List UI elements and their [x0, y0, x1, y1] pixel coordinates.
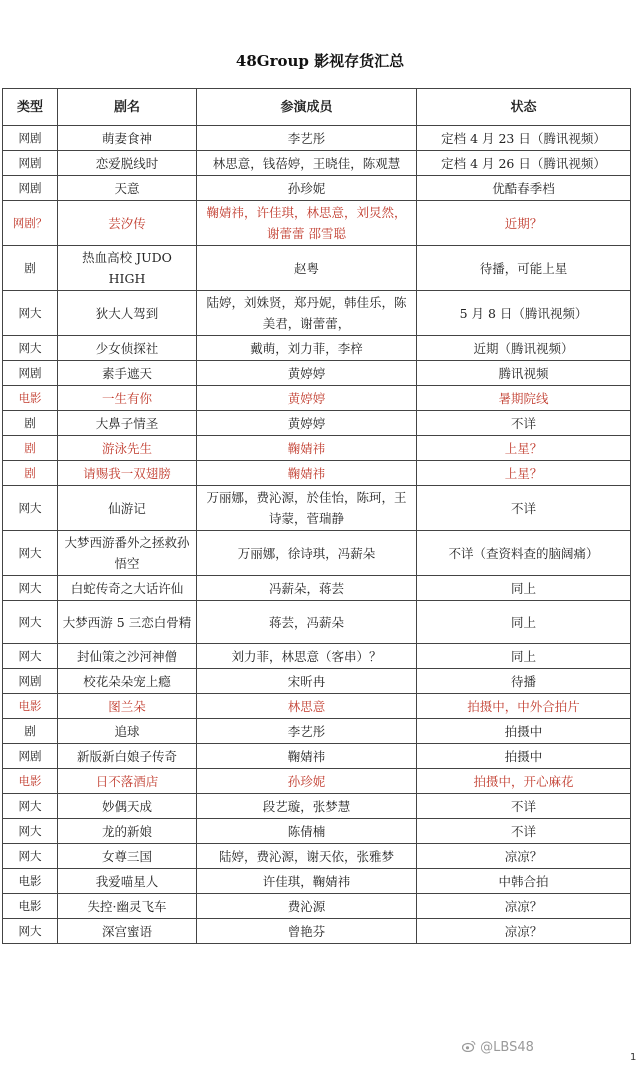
cell-members: 陆婷，刘姝贤，郑丹妮，韩佳乐，陈美君，谢蕾蕾，	[197, 291, 417, 336]
table-row	[3, 411, 631, 436]
header-name: 剧名	[58, 89, 197, 126]
table-row	[3, 336, 631, 361]
cell-members: 许佳琪，鞠婧祎	[197, 869, 417, 894]
cell-members: 鞠婧祎	[197, 461, 417, 486]
header-type: 类型	[3, 89, 58, 126]
cell-title: 素手遮天	[58, 361, 197, 386]
table-row	[3, 436, 631, 461]
cell-members: 戴萌，刘力菲，李梓	[197, 336, 417, 361]
cell-status: 5 月 8 日（腾讯视频）	[417, 291, 631, 336]
table-row	[3, 576, 631, 601]
cell-status: 同上	[417, 576, 631, 601]
cell-title: 狄大人驾到	[58, 291, 197, 336]
table-row	[3, 794, 631, 819]
cell-type: 网剧	[3, 361, 58, 386]
cell-type: 网大	[3, 531, 58, 576]
cell-type: 剧	[3, 411, 58, 436]
cell-title: 芸汐传	[58, 201, 197, 246]
table-row	[3, 201, 631, 246]
cell-members: 黄婷婷	[197, 411, 417, 436]
header-members: 参演成员	[197, 89, 417, 126]
cell-type: 网大	[3, 576, 58, 601]
cell-type: 网大	[3, 794, 58, 819]
cell-status: 不详	[417, 411, 631, 436]
cell-title: 仙游记	[58, 486, 197, 531]
table-row	[3, 644, 631, 669]
cell-members: 刘力菲，林思意（客串）？	[197, 644, 417, 669]
cell-members: 宋昕冉	[197, 669, 417, 694]
cell-status: 拍摄中，中外合拍片	[417, 694, 631, 719]
cell-type: 电影	[3, 869, 58, 894]
cell-status: 凉凉？	[417, 894, 631, 919]
cell-title: 少女侦探社	[58, 336, 197, 361]
cell-title: 大鼻子情圣	[58, 411, 197, 436]
cell-status: 拍摄中	[417, 744, 631, 769]
table-row	[3, 246, 631, 291]
cell-title: 校花朵朵宠上瘾	[58, 669, 197, 694]
cell-members: 万丽娜，徐诗琪，冯薪朵	[197, 531, 417, 576]
cell-type: 网大	[3, 819, 58, 844]
cell-members: 鞠婧祎	[197, 436, 417, 461]
cell-members: 黄婷婷	[197, 386, 417, 411]
table-row	[3, 919, 631, 944]
cell-members: 陆婷，费沁源，谢天依，张雅梦	[197, 844, 417, 869]
table-row	[3, 819, 631, 844]
weibo-icon	[462, 1040, 476, 1052]
cell-members: 林思意	[197, 694, 417, 719]
cell-members: 蒋芸，冯薪朵	[197, 601, 417, 644]
cell-members: 赵粤	[197, 246, 417, 291]
cell-title: 萌妻食神	[58, 126, 197, 151]
cell-status: 上星？	[417, 461, 631, 486]
cell-status: 待播，可能上星	[417, 246, 631, 291]
cell-members: 鞠婧祎，许佳琪，林思意，刘炅然，谢蕾蕾 邵雪聪	[197, 201, 417, 246]
cell-type: 网大	[3, 601, 58, 644]
cell-status: 中韩合拍	[417, 869, 631, 894]
cell-members: 林思意，钱蓓婷，王晓佳，陈观慧	[197, 151, 417, 176]
cell-title: 游泳先生	[58, 436, 197, 461]
table-row	[3, 769, 631, 794]
cell-members: 孙珍妮	[197, 769, 417, 794]
watermark	[462, 1040, 534, 1055]
table-row	[3, 744, 631, 769]
document-title: 48Group 影视存货汇总	[235, 52, 405, 70]
cell-status: 不详	[417, 819, 631, 844]
cell-members: 陈倩楠	[197, 819, 417, 844]
cell-type: 网大	[3, 844, 58, 869]
cell-type: 电影	[3, 386, 58, 411]
cell-title: 日不落酒店	[58, 769, 197, 794]
cell-title: 女尊三国	[58, 844, 197, 869]
table-row	[3, 894, 631, 919]
cell-members: 冯薪朵，蒋芸	[197, 576, 417, 601]
table-row	[3, 176, 631, 201]
cell-status: 凉凉？	[417, 919, 631, 944]
cell-title: 大梦西游番外之拯救孙悟空	[58, 531, 197, 576]
watermark-text: @LBS48	[480, 1040, 534, 1055]
cell-title: 图兰朵	[58, 694, 197, 719]
cell-status: 定档 4 月 26 日（腾讯视频）	[417, 151, 631, 176]
cell-title: 请赐我一双翅膀	[58, 461, 197, 486]
table-row	[3, 291, 631, 336]
cell-title: 封仙策之沙河神僧	[58, 644, 197, 669]
cell-status: 凉凉？	[417, 844, 631, 869]
cell-type: 网剧	[3, 669, 58, 694]
cell-title: 我爱喵星人	[58, 869, 197, 894]
cell-title: 大梦西游 5 三恋白骨精	[58, 601, 197, 644]
cell-type: 网大	[3, 919, 58, 944]
cell-members: 费沁源	[197, 894, 417, 919]
table-row	[3, 669, 631, 694]
cell-status: 近期（腾讯视频）	[417, 336, 631, 361]
inventory-table	[2, 88, 631, 944]
cell-members: 鞠婧祎	[197, 744, 417, 769]
table-body	[3, 126, 631, 944]
header-status: 状态	[417, 89, 631, 126]
table-row	[3, 601, 631, 644]
cell-type: 剧	[3, 719, 58, 744]
cell-status: 上星？	[417, 436, 631, 461]
cell-title: 龙的新娘	[58, 819, 197, 844]
cell-type: 网剧	[3, 151, 58, 176]
table-row	[3, 126, 631, 151]
cell-status: 近期？	[417, 201, 631, 246]
table-row	[3, 151, 631, 176]
cell-type: 剧	[3, 461, 58, 486]
table-row	[3, 386, 631, 411]
cell-type: 网剧？	[3, 201, 58, 246]
table-row	[3, 844, 631, 869]
cell-status: 拍摄中，开心麻花	[417, 769, 631, 794]
page-number: 1	[630, 1052, 637, 1063]
cell-status: 优酷春季档	[417, 176, 631, 201]
cell-type: 网剧	[3, 176, 58, 201]
cell-type: 电影	[3, 694, 58, 719]
cell-status: 定档 4 月 23 日（腾讯视频）	[417, 126, 631, 151]
cell-members: 黄婷婷	[197, 361, 417, 386]
table-row	[3, 869, 631, 894]
cell-type: 网剧	[3, 744, 58, 769]
table-row	[3, 486, 631, 531]
cell-title: 热血高校 JUDO HIGH	[58, 246, 197, 291]
table-row	[3, 719, 631, 744]
cell-title: 天意	[58, 176, 197, 201]
cell-type: 剧	[3, 436, 58, 461]
cell-members: 孙珍妮	[197, 176, 417, 201]
cell-title: 一生有你	[58, 386, 197, 411]
cell-status: 拍摄中	[417, 719, 631, 744]
cell-status: 同上	[417, 601, 631, 644]
cell-type: 剧	[3, 246, 58, 291]
cell-title: 妙偶天成	[58, 794, 197, 819]
cell-members: 李艺彤	[197, 719, 417, 744]
cell-status: 不详	[417, 794, 631, 819]
table-row	[3, 694, 631, 719]
cell-type: 网剧	[3, 126, 58, 151]
cell-status: 暑期院线	[417, 386, 631, 411]
cell-type: 网大	[3, 486, 58, 531]
cell-status: 同上	[417, 644, 631, 669]
cell-members: 曾艳芬	[197, 919, 417, 944]
table-row	[3, 361, 631, 386]
cell-type: 网大	[3, 336, 58, 361]
cell-members: 李艺彤	[197, 126, 417, 151]
cell-title: 白蛇传奇之大话许仙	[58, 576, 197, 601]
cell-type: 网大	[3, 291, 58, 336]
table-row	[3, 461, 631, 486]
cell-title: 新版新白娘子传奇	[58, 744, 197, 769]
cell-status: 不详（查资料查的脑阔痛）	[417, 531, 631, 576]
header-row	[3, 89, 631, 126]
cell-title: 追球	[58, 719, 197, 744]
table-row	[3, 531, 631, 576]
cell-title: 深宫蜜语	[58, 919, 197, 944]
cell-status: 腾讯视频	[417, 361, 631, 386]
cell-type: 电影	[3, 769, 58, 794]
cell-type: 电影	[3, 894, 58, 919]
cell-title: 失控·幽灵飞车	[58, 894, 197, 919]
cell-members: 段艺璇，张梦慧	[197, 794, 417, 819]
cell-type: 网大	[3, 644, 58, 669]
cell-status: 不详	[417, 486, 631, 531]
cell-status: 待播	[417, 669, 631, 694]
cell-members: 万丽娜，费沁源，於佳怡，陈珂，王诗蒙，菅瑞静	[197, 486, 417, 531]
cell-title: 恋爱脱线时	[58, 151, 197, 176]
